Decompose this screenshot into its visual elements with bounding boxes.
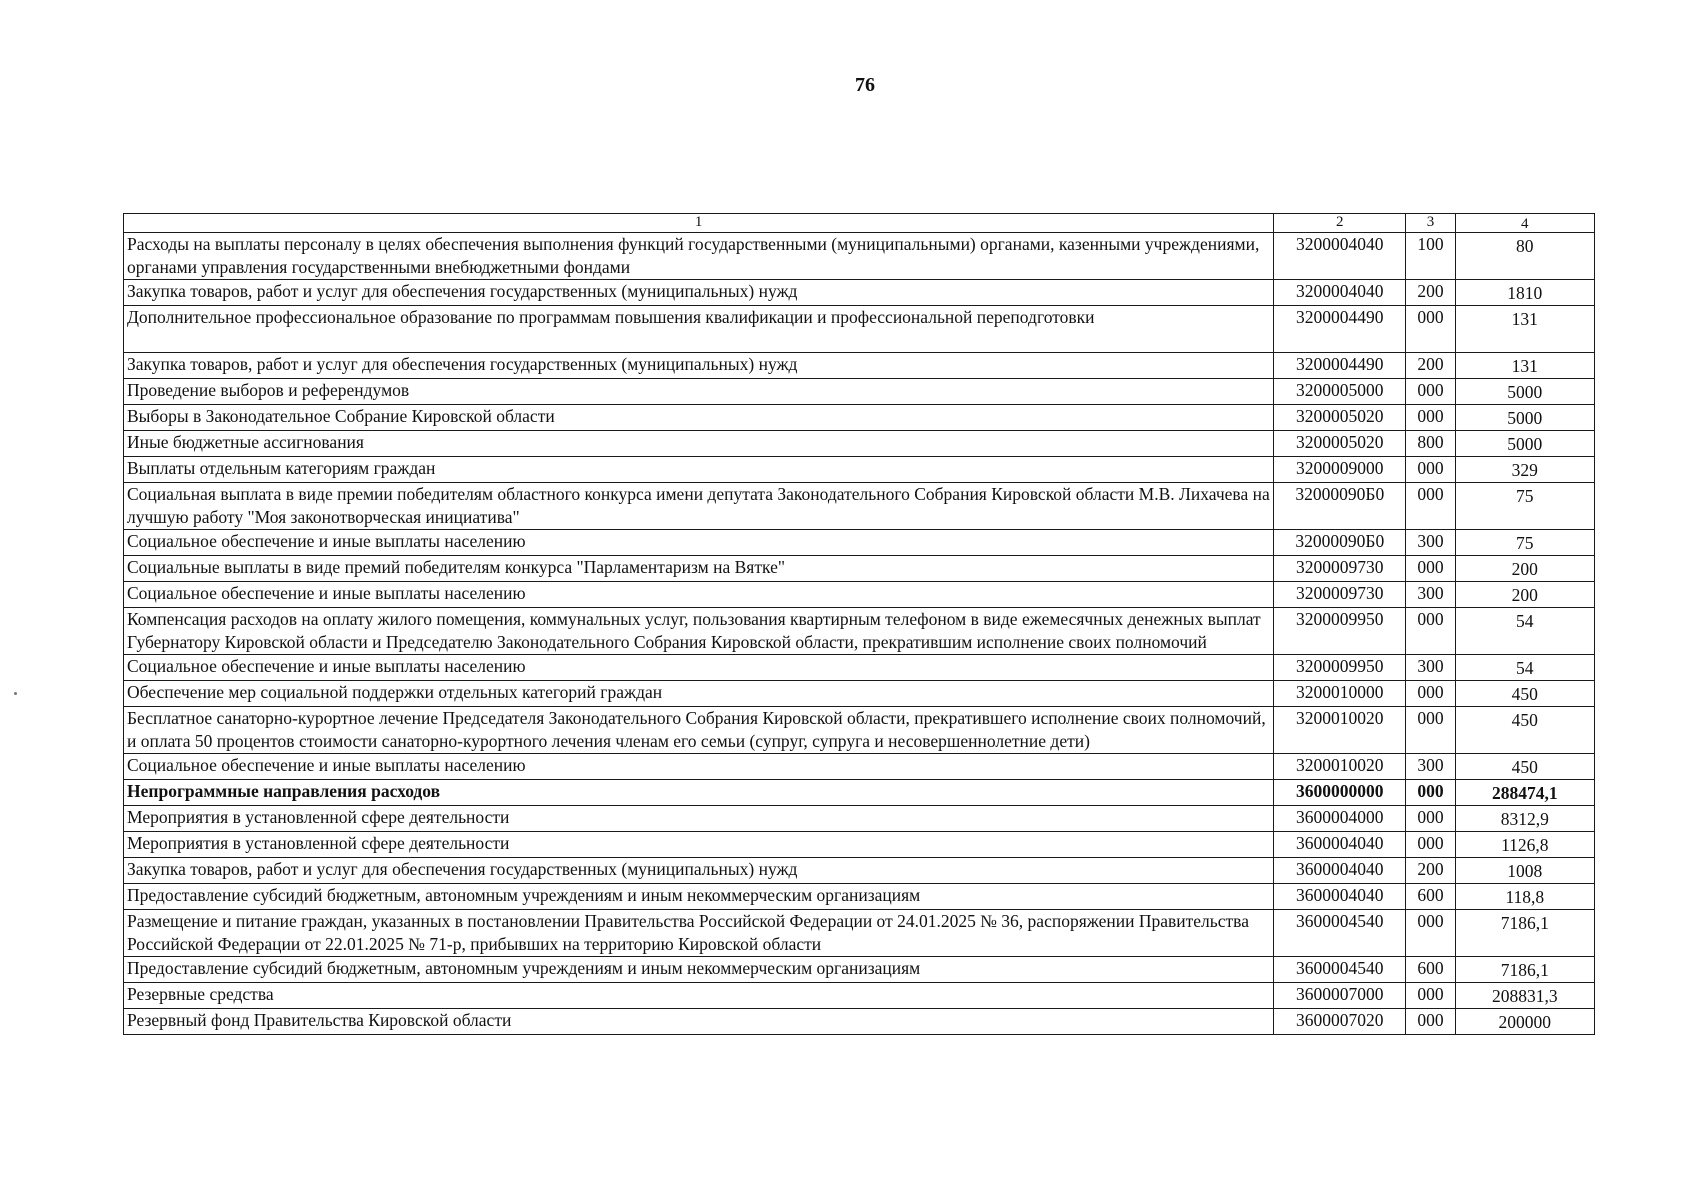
row-name-cell: Выборы в Законодательное Собрание Кировской области: [124, 405, 1274, 431]
table-row: [124, 858, 1595, 884]
row-type-cell: 000: [1406, 556, 1455, 582]
row-code-cell: 3600000000: [1274, 780, 1406, 806]
table-row: [124, 353, 1595, 379]
row-type-cell: 000: [1406, 806, 1455, 832]
row-code-cell: 3600007000: [1274, 983, 1406, 1009]
row-sum-cell: 450: [1455, 707, 1594, 754]
row-type-cell: 200: [1406, 858, 1455, 884]
table-row: [124, 910, 1595, 957]
table-row: [124, 806, 1595, 832]
row-sum-cell: 1810: [1455, 280, 1594, 306]
row-sum-cell: 5000: [1455, 379, 1594, 405]
table-row: [124, 957, 1595, 983]
table-row: [124, 655, 1595, 681]
row-sum-cell: 450: [1455, 754, 1594, 780]
row-name-cell: Предоставление субсидий бюджетным, автономным учреждениям и иным некоммерческим организациям: [124, 957, 1274, 983]
row-type-cell: 800: [1406, 431, 1455, 457]
row-sum-cell: 208831,3: [1455, 983, 1594, 1009]
row-type-cell: 000: [1406, 379, 1455, 405]
row-code-cell: 3600007020: [1274, 1009, 1406, 1035]
row-code-cell: 3200010000: [1274, 681, 1406, 707]
table-row: [124, 431, 1595, 457]
row-name-cell: Бесплатное санаторно-курортное лечение Председателя Законодательного Собрания Кировской области, прекратившего исполнение своих полномочий, и оплата 50 процентов стоимости санаторно-курортного лечения членам его семьи (супруг, супруга и несовершеннолетние дети): [124, 707, 1274, 754]
row-type-cell: 000: [1406, 306, 1455, 353]
row-sum-cell: 8312,9: [1455, 806, 1594, 832]
header-col-1: 1: [124, 214, 1274, 233]
table-row: [124, 233, 1595, 280]
row-type-cell: 300: [1406, 655, 1455, 681]
row-name-cell: Предоставление субсидий бюджетным, автономным учреждениям и иным некоммерческим организациям: [124, 884, 1274, 910]
table-row: [124, 379, 1595, 405]
row-code-cell: 3600004040: [1274, 858, 1406, 884]
row-type-cell: 600: [1406, 957, 1455, 983]
row-name-cell: Социальная выплата в виде премии победителям областного конкурса имени депутата Законодательного Собрания Кировской области М.В. Лихачева на лучшую работу "Моя законотворческая инициатива": [124, 483, 1274, 530]
row-code-cell: 32000090Б0: [1274, 530, 1406, 556]
row-sum-cell: 288474,1: [1455, 780, 1594, 806]
row-type-cell: 100: [1406, 233, 1455, 280]
row-type-cell: 000: [1406, 910, 1455, 957]
row-name-cell: Непрограммные направления расходов: [124, 780, 1274, 806]
header-col-2: 2: [1274, 214, 1406, 233]
table-row: [124, 707, 1595, 754]
row-sum-cell: 1126,8: [1455, 832, 1594, 858]
table-row: [124, 582, 1595, 608]
budget-table: [123, 213, 1595, 1035]
row-type-cell: 000: [1406, 832, 1455, 858]
table-row: [124, 457, 1595, 483]
row-code-cell: 3200009000: [1274, 457, 1406, 483]
row-code-cell: 3200004040: [1274, 280, 1406, 306]
row-name-cell: Социальное обеспечение и иные выплаты населению: [124, 582, 1274, 608]
row-code-cell: 32000090Б0: [1274, 483, 1406, 530]
row-name-cell: Социальное обеспечение и иные выплаты населению: [124, 530, 1274, 556]
row-code-cell: 3200004490: [1274, 306, 1406, 353]
row-code-cell: 3200004040: [1274, 233, 1406, 280]
table-row: [124, 884, 1595, 910]
row-type-cell: 200: [1406, 353, 1455, 379]
row-type-cell: 000: [1406, 608, 1455, 655]
row-code-cell: 3600004040: [1274, 884, 1406, 910]
row-type-cell: 000: [1406, 1009, 1455, 1035]
row-code-cell: 3600004540: [1274, 910, 1406, 957]
table-row: [124, 306, 1595, 353]
row-code-cell: 3200009730: [1274, 582, 1406, 608]
row-name-cell: Резервный фонд Правительства Кировской области: [124, 1009, 1274, 1035]
row-type-cell: 300: [1406, 582, 1455, 608]
row-sum-cell: 75: [1455, 483, 1594, 530]
row-name-cell: Проведение выборов и референдумов: [124, 379, 1274, 405]
row-sum-cell: 80: [1455, 233, 1594, 280]
scan-speck: [14, 692, 17, 695]
header-col-3: 3: [1406, 214, 1455, 233]
row-type-cell: 000: [1406, 707, 1455, 754]
row-sum-cell: 200: [1455, 582, 1594, 608]
row-name-cell: Компенсация расходов на оплату жилого помещения, коммунальных услуг, пользования квартирным телефоном в виде ежемесячных денежных выплат Губернатору Кировской области и Председателю Законодательного Собрания Кировской области, прекратившим исполнение своих полномочий: [124, 608, 1274, 655]
table-row: [124, 530, 1595, 556]
row-type-cell: 000: [1406, 457, 1455, 483]
row-code-cell: 3200005020: [1274, 405, 1406, 431]
row-sum-cell: 5000: [1455, 431, 1594, 457]
row-name-cell: Размещение и питание граждан, указанных в постановлении Правительства Российской Федерации от 24.01.2025 № 36, распоряжении Правительства Российской Федерации от 22.01.2025 № 71-р, прибывших на территорию Кировской области: [124, 910, 1274, 957]
row-sum-cell: 1008: [1455, 858, 1594, 884]
row-name-cell: Социальное обеспечение и иные выплаты населению: [124, 655, 1274, 681]
row-code-cell: 3200005020: [1274, 431, 1406, 457]
table-header-row: [124, 214, 1595, 233]
row-name-cell: Закупка товаров, работ и услуг для обеспечения государственных (муниципальных) нужд: [124, 858, 1274, 884]
row-code-cell: 3200010020: [1274, 754, 1406, 780]
row-name-cell: Закупка товаров, работ и услуг для обеспечения государственных (муниципальных) нужд: [124, 353, 1274, 379]
row-code-cell: 3200009950: [1274, 608, 1406, 655]
row-code-cell: 3600004000: [1274, 806, 1406, 832]
row-code-cell: 3200005000: [1274, 379, 1406, 405]
table-row: [124, 681, 1595, 707]
row-name-cell: Дополнительное профессиональное образование по программам повышения квалификации и профессиональной переподготовки: [124, 306, 1274, 353]
table-row: [124, 780, 1595, 806]
table-row: [124, 405, 1595, 431]
row-code-cell: 3200010020: [1274, 707, 1406, 754]
row-sum-cell: 450: [1455, 681, 1594, 707]
row-name-cell: Иные бюджетные ассигнования: [124, 431, 1274, 457]
table-row: [124, 556, 1595, 582]
header-col-4: 4: [1455, 214, 1594, 233]
row-sum-cell: 54: [1455, 655, 1594, 681]
row-sum-cell: 200: [1455, 556, 1594, 582]
row-sum-cell: 7186,1: [1455, 910, 1594, 957]
table-row: [124, 983, 1595, 1009]
row-sum-cell: 54: [1455, 608, 1594, 655]
row-sum-cell: 200000: [1455, 1009, 1594, 1035]
row-code-cell: 3200004490: [1274, 353, 1406, 379]
row-type-cell: 000: [1406, 681, 1455, 707]
row-name-cell: Мероприятия в установленной сфере деятельности: [124, 806, 1274, 832]
page-number: 76: [855, 74, 875, 96]
row-name-cell: Социальное обеспечение и иные выплаты населению: [124, 754, 1274, 780]
row-name-cell: Социальные выплаты в виде премий победителям конкурса "Парламентаризм на Вятке": [124, 556, 1274, 582]
row-type-cell: 200: [1406, 280, 1455, 306]
row-type-cell: 000: [1406, 780, 1455, 806]
row-code-cell: 3600004540: [1274, 957, 1406, 983]
row-code-cell: 3200009950: [1274, 655, 1406, 681]
row-type-cell: 000: [1406, 405, 1455, 431]
row-name-cell: Закупка товаров, работ и услуг для обеспечения государственных (муниципальных) нужд: [124, 280, 1274, 306]
row-type-cell: 300: [1406, 530, 1455, 556]
row-type-cell: 000: [1406, 983, 1455, 1009]
row-type-cell: 300: [1406, 754, 1455, 780]
row-sum-cell: 7186,1: [1455, 957, 1594, 983]
row-code-cell: 3600004040: [1274, 832, 1406, 858]
row-sum-cell: 131: [1455, 306, 1594, 353]
row-sum-cell: 5000: [1455, 405, 1594, 431]
row-name-cell: Обеспечение мер социальной поддержки отдельных категорий граждан: [124, 681, 1274, 707]
table-row: [124, 1009, 1595, 1035]
row-sum-cell: 131: [1455, 353, 1594, 379]
table-row: [124, 483, 1595, 530]
row-name-cell: Мероприятия в установленной сфере деятельности: [124, 832, 1274, 858]
table-body: [124, 233, 1595, 1035]
row-sum-cell: 75: [1455, 530, 1594, 556]
table-row: [124, 754, 1595, 780]
row-name-cell: Выплаты отдельным категориям граждан: [124, 457, 1274, 483]
table-row: [124, 832, 1595, 858]
row-name-cell: Расходы на выплаты персоналу в целях обеспечения выполнения функций государственными (муниципальными) органами, казенными учреждениями, органами управления государственными внебюджетными фондами: [124, 233, 1274, 280]
row-type-cell: 600: [1406, 884, 1455, 910]
row-sum-cell: 118,8: [1455, 884, 1594, 910]
row-code-cell: 3200009730: [1274, 556, 1406, 582]
table-row: [124, 608, 1595, 655]
table-row: [124, 280, 1595, 306]
row-name-cell: Резервные средства: [124, 983, 1274, 1009]
row-type-cell: 000: [1406, 483, 1455, 530]
row-sum-cell: 329: [1455, 457, 1594, 483]
